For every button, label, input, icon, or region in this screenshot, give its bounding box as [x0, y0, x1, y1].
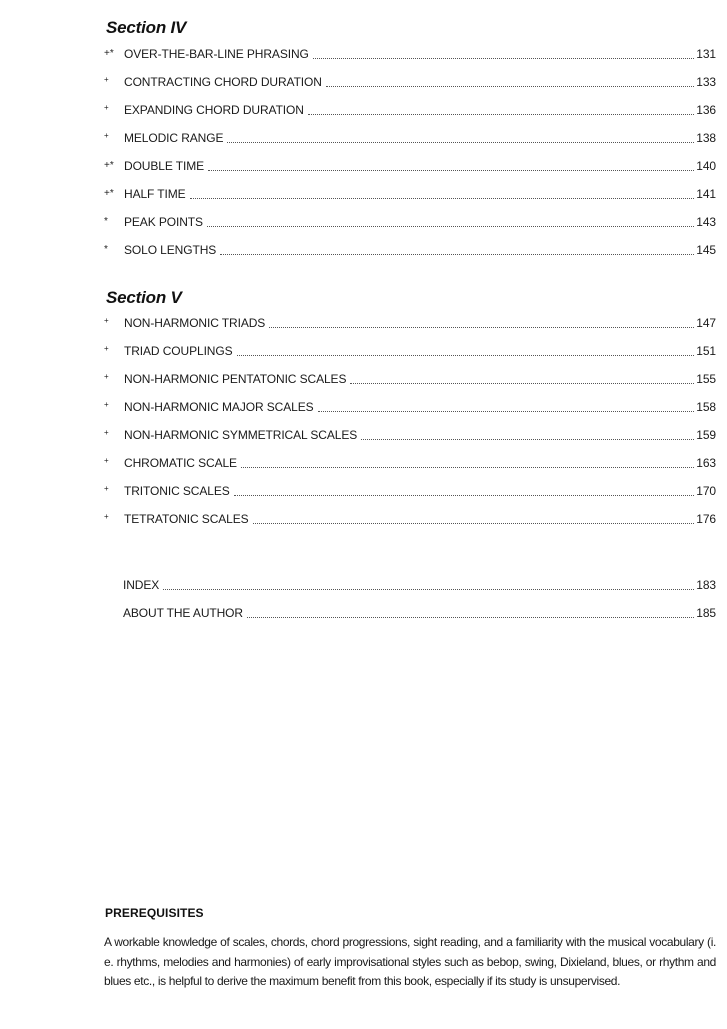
- entry-page-number: 183: [696, 578, 716, 592]
- entry-page-number: 170: [696, 484, 716, 498]
- entry-page-number: 145: [696, 243, 716, 257]
- entry-title: INDEX: [123, 578, 160, 592]
- entry-page-number: 143: [696, 215, 716, 229]
- entry-marker: *: [104, 216, 108, 227]
- entry-page-number: 141: [696, 187, 716, 201]
- entry-page-number: 147: [696, 316, 716, 330]
- toc-entry: [104, 103, 716, 131]
- entry-page-number: 163: [696, 456, 716, 470]
- toc-entry: [104, 187, 716, 215]
- section-iv-heading: Section IV: [106, 18, 187, 37]
- toc-entry: [104, 215, 716, 243]
- entry-page-number: 158: [696, 400, 716, 414]
- entry-marker: *: [104, 244, 108, 255]
- entry-page-number: 185: [696, 606, 716, 620]
- toc-entry: [104, 372, 716, 400]
- entry-marker: +: [104, 456, 109, 465]
- toc-entry: [104, 75, 716, 103]
- entry-marker: +: [104, 484, 109, 493]
- entry-title: ABOUT THE AUTHOR: [123, 606, 243, 620]
- entry-title: HALF TIME: [124, 187, 186, 201]
- toc-entry: [104, 316, 716, 344]
- entry-title: NON-HARMONIC SYMMETRICAL SCALES: [124, 428, 358, 442]
- dot-leader: [208, 159, 694, 171]
- entry-title: OVER-THE-BAR-LINE PHRASING: [124, 47, 309, 61]
- toc-entry: [104, 400, 716, 428]
- entry-title: NON-HARMONIC PENTATONIC SCALES: [124, 372, 347, 386]
- entry-marker: +: [104, 316, 109, 325]
- entry-title: NON-HARMONIC MAJOR SCALES: [124, 400, 314, 414]
- entry-title: SOLO LENGTHS: [124, 243, 217, 257]
- entry-title: PEAK POINTS: [124, 215, 203, 229]
- entry-marker: +: [104, 344, 109, 353]
- dot-leader: [227, 131, 694, 143]
- dot-leader: [207, 215, 694, 227]
- prerequisites-paragraph: A workable knowledge of scales, chords, chord progressions, sight reading, and a familiarity with the musical vocabulary (i. e. rhythms, melodies and harmonies) of early improvisational styles such as bebop, swing, Dixieland, blues, or rhythm and blues etc., is helpful to derive the maximum benefit from this book, especially if its study is unsupervised.: [104, 935, 716, 988]
- entry-title: CHROMATIC SCALE: [124, 456, 237, 470]
- toc-entry: [104, 159, 716, 187]
- entry-title: EXPANDING CHORD DURATION: [124, 103, 304, 117]
- entry-title: MELODIC RANGE: [124, 131, 224, 145]
- toc-entry: [104, 47, 716, 75]
- entry-marker: +: [104, 400, 109, 409]
- entry-page-number: 155: [696, 372, 716, 386]
- dot-leader: [253, 512, 695, 524]
- prerequisites-heading: PREREQUISITES: [105, 906, 204, 920]
- dot-leader: [269, 316, 694, 328]
- toc-entry: [104, 512, 716, 540]
- dot-leader: [234, 484, 695, 496]
- dot-leader: [190, 187, 695, 199]
- dot-leader: [163, 578, 694, 590]
- entry-page-number: 176: [696, 512, 716, 526]
- toc-entry: [104, 243, 716, 271]
- dot-leader: [318, 400, 695, 412]
- toc-entry: [104, 131, 716, 159]
- entry-title: TRIAD COUPLINGS: [124, 344, 233, 358]
- toc-entry-about-author: [104, 606, 716, 634]
- dot-leader: [361, 428, 694, 440]
- entry-title: TRITONIC SCALES: [124, 484, 230, 498]
- entry-page-number: 140: [696, 159, 716, 173]
- entry-marker: +: [104, 131, 109, 140]
- entry-title: CONTRACTING CHORD DURATION: [124, 75, 322, 89]
- dot-leader: [313, 47, 695, 59]
- entry-marker: +*: [104, 48, 114, 59]
- toc-entry: [104, 456, 716, 484]
- toc-entry: [104, 484, 716, 512]
- entry-page-number: 151: [696, 344, 716, 358]
- entry-title: DOUBLE TIME: [124, 159, 205, 173]
- entry-marker: +: [104, 428, 109, 437]
- entry-marker: +*: [104, 160, 114, 171]
- toc-entry: [104, 428, 716, 456]
- dot-leader: [241, 456, 694, 468]
- entry-page-number: 138: [696, 131, 716, 145]
- entry-page-number: 133: [696, 75, 716, 89]
- entry-marker: +*: [104, 188, 114, 199]
- toc-entry-index: [104, 578, 716, 606]
- entry-marker: +: [104, 75, 109, 84]
- entry-page-number: 131: [696, 47, 716, 61]
- section-iv-list: [104, 47, 716, 271]
- dot-leader: [220, 243, 694, 255]
- entry-marker: +: [104, 372, 109, 381]
- entry-page-number: 136: [696, 103, 716, 117]
- entry-title: TETRATONIC SCALES: [124, 512, 249, 526]
- dot-leader: [350, 372, 694, 384]
- dot-leader: [247, 606, 694, 618]
- entry-page-number: 159: [696, 428, 716, 442]
- dot-leader: [326, 75, 694, 87]
- entry-marker: +: [104, 103, 109, 112]
- entry-title: NON-HARMONIC TRIADS: [124, 316, 266, 330]
- section-v-heading: Section V: [106, 288, 182, 307]
- back-matter-list: [104, 578, 716, 634]
- dot-leader: [237, 344, 695, 356]
- toc-entry: [104, 344, 716, 372]
- section-v-list: [104, 316, 716, 540]
- entry-marker: +: [104, 512, 109, 521]
- dot-leader: [308, 103, 694, 115]
